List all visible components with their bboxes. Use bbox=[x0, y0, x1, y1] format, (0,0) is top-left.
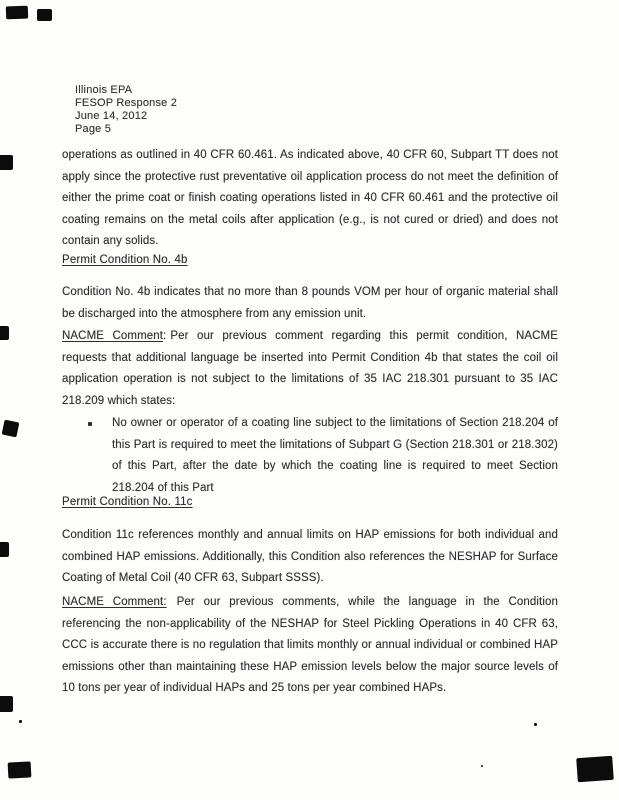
nacme-comment-4b-text: Per our previous comment regarding this permit condition, NACME requests that additional language be inserted into Permit Condition 4b that states the coil oil application operation is not subject to the limitations of 35 IAC 218.301 pursuant to 35 IAC 218.209 which states: bbox=[62, 330, 558, 407]
scan-artifact bbox=[6, 6, 28, 20]
section-heading-condition-11c: Permit Condition No. 11c bbox=[62, 496, 193, 508]
scan-artifact bbox=[0, 542, 9, 557]
condition-11c-paragraph: Condition 11c references monthly and annual limits on HAP emissions for both individual and combined HAP emissions. Additionally, this Condition also references the NESHAP for Surface Coating of Metal Coil (40 CFR 63, Subpart SSSS). bbox=[62, 529, 558, 585]
regulation-bullet-item bbox=[88, 413, 558, 499]
nacme-comment-11c-text: Per our previous comments, while the language in the Condition referencing the non-applicability of the NESHAP for Steel Pickling Operations in 40 CFR 63, CCC is accurate there is no regulation that limits monthly or annual individual or combined HAP emissions other than maintaining these HAP emission levels below the major source levels of 10 tons per year of individual HAPs and 25 tons per year combined HAPs. bbox=[62, 596, 558, 695]
nacme-comment-11c-label: NACME Comment: bbox=[62, 596, 167, 608]
nacme-comment-4b-label: NACME Comment bbox=[62, 330, 164, 342]
intro-paragraph: operations as outlined in 40 CFR 60.461. As indicated above, 40 CFR 60, Subpart TT does not apply since the protective rust preventative oil application process do not meet the definition of either the prime coat or finish coating operations listed in 40 CFR 60.461 and the protective oil coating remains on the metal coils after application (e.g., is not cured or dried) and does not contain any solids. bbox=[62, 149, 558, 248]
header-doc-title: FESOP Response 2 bbox=[75, 97, 178, 109]
nacme-comment-11c bbox=[62, 592, 558, 700]
bullet-marker-icon bbox=[88, 422, 92, 426]
scan-artifact bbox=[37, 9, 52, 21]
section-heading-condition-4b: Permit Condition No. 4b bbox=[62, 254, 188, 266]
scan-speck bbox=[19, 720, 22, 723]
nacme-comment-4b-colon: : bbox=[163, 330, 167, 342]
regulation-bullet-text: No owner or operator of a coating line subject to the limitations of Section 218.204 of this Part is required to meet the limitations of Subpart G (Section 218.301 or 218.302) of this Part, after the date by which the coating line is required to meet Section 218.204 of this Part bbox=[112, 417, 558, 494]
nacme-comment-4b bbox=[62, 326, 558, 412]
header-date: June 14, 2012 bbox=[75, 110, 148, 122]
document-header bbox=[75, 84, 177, 136]
scan-speck bbox=[481, 765, 483, 767]
scan-artifact bbox=[576, 756, 614, 782]
scan-speck bbox=[534, 723, 537, 726]
scan-artifact bbox=[0, 155, 13, 170]
header-page-number: Page 5 bbox=[75, 123, 112, 135]
scan-artifact bbox=[8, 761, 32, 778]
scan-artifact bbox=[0, 696, 13, 712]
scan-artifact bbox=[2, 420, 20, 438]
header-agency: Illinois EPA bbox=[75, 84, 133, 96]
scan-artifact bbox=[0, 326, 9, 340]
condition-4b-paragraph: Condition No. 4b indicates that no more than 8 pounds VOM per hour of organic material shall be discharged into the atmosphere from any emission unit. bbox=[62, 286, 558, 320]
